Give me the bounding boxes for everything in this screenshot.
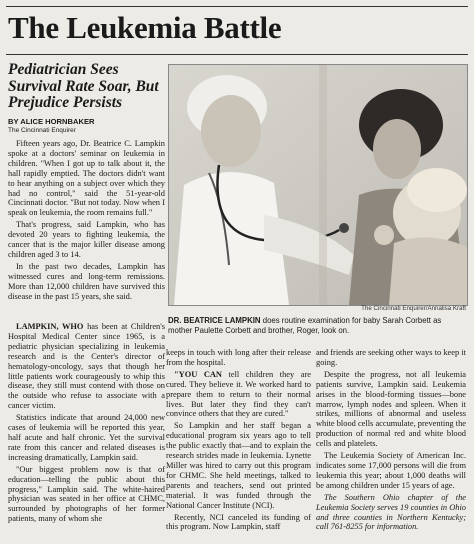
paragraph-text: are cured. They believe it. We worked hard to prepare them to return to their normal lives. But later they find they can't convince others that they are cured." [166,369,312,419]
lead-in: LAMPKIN, WHO [16,322,84,331]
paragraph: So Lampkin and her staff began a educational program six years ago to tell the public exactly that—and to explain the research strides made in leukemia. Lynette Miller was hired to carry out this program for CHMC. She held meetings, talked to parents and teachers, send out printed material. It was funded through the National Cancer Institute (NCI). [166,421,311,510]
lead-in-rest: tell children they [228,369,295,379]
top-rule [6,6,468,7]
photo-caption [168,316,466,336]
headline: The Leukemia Battle [8,10,282,45]
article-column-2 [166,348,311,534]
photo-credit: The Cincinnati Enquirer/Annalisa Kraft [361,305,466,312]
paragraph-lead [8,322,165,411]
paragraph: In the past two decades, Lampkin has witnessed cures and long-term remissions. More than 12,000 children have survived this disease in the past 15 years, she said. [8,261,165,301]
byline-credit: The Cincinnati Enquirer [8,127,76,134]
paragraph: keeps in touch with long after their release from the hospital. [166,348,311,367]
paragraph: The Leukemia Society of American Inc. indicates some 17,000 persons will die from leukemia this year; about 1,000 deaths will be among children under 15 years of age. [316,451,466,490]
paragraph: Statistics indicate that around 24,000 new cases of leukemia will be reported this year, half acute and half chronic. Yet the survival rate from this cancer and related diseases is increasing dramatically, Lampkin said. [8,413,165,462]
article-column-1-lower [8,322,165,526]
photo-illustration [169,65,467,305]
paragraph: Despite the progress, not all leukemia patients survive, Lampkin said. Leukemia arises in the blood-forming tissues—bone marrow, lymph nodes and spleen. When it strikes, millions of abnormal and useless white blood cells accumulate, preventing the production of normal red and white blood cells and platelets. [316,369,466,449]
paragraph: That's progress, said Lampkin, who has devoted 20 years to fighting leukemia, the cancer that is the major killer disease among children aged 3 to 14. [8,220,165,259]
paragraph-text: has been at Children's Hospital Medical Center since 1965, is a pediatric physician specializing in leukemia research and is the Center's director of hematology-oncology, says that though her little patients work courageously to whip this disease, they still must contend with those on the outside who refuse to associate with a cancer victim. [8,322,165,411]
byline: BY ALICE HORNBAKER [8,117,95,126]
paragraph-lead [166,370,311,420]
news-photo [168,64,468,306]
paragraph: "Our biggest problem now is that of education—telling the public about this progress," Lampkin said. The white-haired physician was seated in her office at CHMC, surrounded by photographs of her former patients, many of whom she [8,464,165,524]
caption-name: DR. BEATRICE LAMPKIN [168,316,261,325]
paragraph: and friends are seeking other ways to keep it going. [316,348,466,367]
headline-rule [6,54,468,55]
caption-text: does routine examination for baby Sarah Corbett as mother Paulette Corbett and brother, Roger, look on. [168,316,442,335]
lead-in: "YOU CAN [174,369,222,379]
article-column-1 [8,139,165,304]
paragraph: Recently, NCI canceled its funding of this program. Now Lampkin, staff [166,512,311,532]
paragraph-italic: The Southern Ohio chapter of the Leukemia Society serves 19 counties in Ohio and three counties in Northern Kentucky; call 761-8255 for information. [316,492,466,532]
article-column-3 [316,348,466,534]
subhead: Pediatrician Sees Survival Rate Soar, But Prejudice Persists [8,61,159,111]
paragraph: Fifteen years ago, Dr. Beatrice C. Lampkin spoke at a doctors' seminar on leukemia in children. "When I got up to talk about it, the hall rapidly emptied. The doctors didn't want to hear anything on a subject over which they had no control," said the 51-year-old Cincinnati doctor. "But not today. Now when I speak on leukemia, the room remains full." [8,139,165,218]
